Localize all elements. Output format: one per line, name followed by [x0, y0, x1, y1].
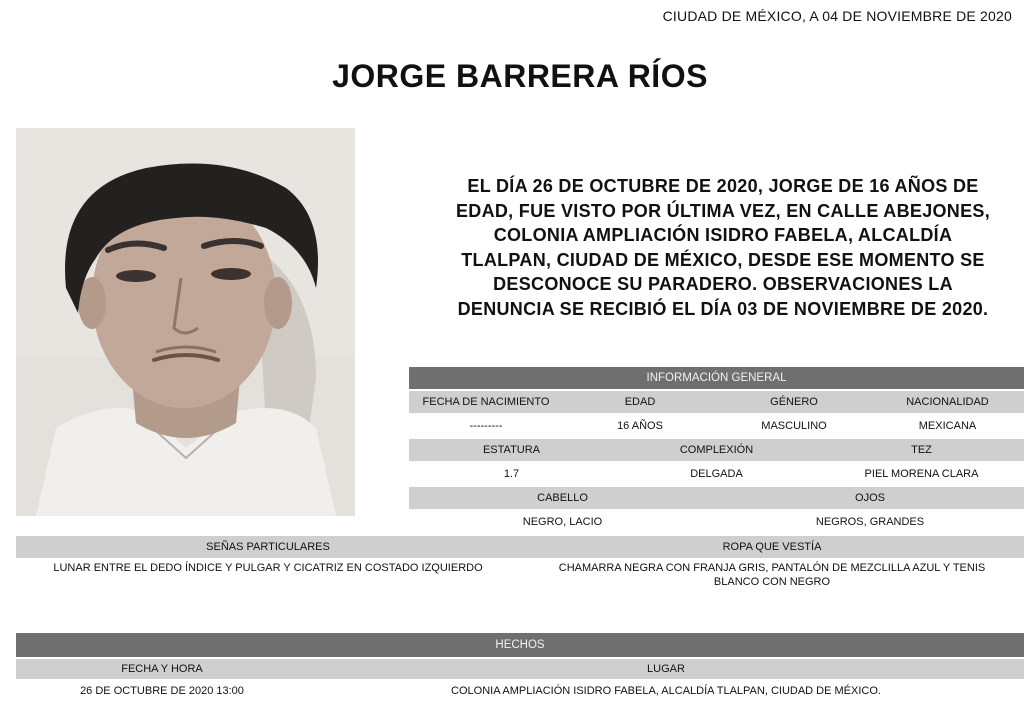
description-line: EDAD, FUE VISTO POR ÚLTIMA VEZ, EN CALLE ABEJONES, — [455, 200, 991, 221]
info-row1-values — [409, 415, 1024, 437]
person-photo — [16, 128, 355, 516]
value-cabello: NEGRO, LACIO — [522, 516, 603, 528]
info-row1-labels — [409, 391, 1024, 413]
info-general-title: INFORMACIÓN GENERAL — [646, 372, 787, 384]
value-tez: PIEL MORENA CLARA — [864, 468, 979, 480]
description-line: COLONIA AMPLIACIÓN ISIDRO FABELA, ALCALDÍA — [493, 225, 953, 246]
label-tez: TEZ — [911, 444, 932, 456]
label-fecha-hora: FECHA Y HORA — [121, 663, 203, 675]
label-complexion: COMPLEXIÓN — [679, 444, 754, 456]
value-ropa-line-1: CHAMARRA NEGRA CON FRANJA GRIS, PANTALÓN DE MEZCLILLA AZUL Y TENIS — [558, 562, 986, 574]
value-lugar: COLONIA AMPLIACIÓN ISIDRO FABELA, ALCALDÍA TLALPAN, CIUDAD DE MÉXICO. — [451, 685, 881, 697]
value-complexion: DELGADA — [690, 468, 743, 480]
description-line: DENUNCIA SE RECIBIÓ EL DÍA 03 DE NOVIEMBRE DE 2020. — [457, 298, 989, 319]
value-fecha-hora: 26 DE OCTUBRE DE 2020 13:00 — [80, 685, 244, 697]
label-lugar: LUGAR — [647, 663, 685, 675]
label-cabello: CABELLO — [537, 492, 588, 504]
value-senas-particulares: LUNAR ENTRE EL DEDO ÍNDICE Y PULGAR Y CICATRIZ EN COSTADO IZQUIERDO — [53, 562, 483, 574]
value-ropa-line-2: BLANCO CON NEGRO — [713, 576, 831, 588]
label-estatura: ESTATURA — [482, 444, 541, 456]
label-fecha-nacimiento: FECHA DE NACIMIENTO — [422, 396, 550, 408]
info-row3-values — [409, 511, 1024, 533]
info-row2-labels — [409, 439, 1024, 461]
label-ojos: OJOS — [855, 492, 885, 504]
label-genero: GÉNERO — [770, 396, 818, 408]
value-edad: 16 AÑOS — [617, 420, 663, 432]
value-fecha-nacimiento: --------- — [469, 420, 503, 432]
label-senas-particulares: SEÑAS PARTICULARES — [206, 541, 330, 553]
info-general-header — [409, 367, 1024, 389]
value-ojos: NEGROS, GRANDES — [815, 516, 925, 528]
hechos-labels-row — [16, 659, 1024, 679]
value-genero: MASCULINO — [761, 420, 827, 432]
hechos-title: HECHOS — [495, 639, 545, 651]
value-nacionalidad: MEXICANA — [918, 420, 977, 432]
portrait-image — [16, 128, 355, 516]
features-labels-row — [16, 536, 1024, 558]
info-row3-labels — [409, 487, 1024, 509]
description-line: EL DÍA 26 DE OCTUBRE DE 2020, JORGE DE 16 AÑOS DE — [467, 176, 979, 196]
hechos-header — [16, 633, 1024, 657]
value-estatura: 1.7 — [503, 468, 520, 480]
person-name: JORGE BARRERA RÍOS — [332, 58, 708, 94]
label-ropa-que-vestia: ROPA QUE VESTÍA — [722, 541, 822, 553]
description-line: TLALPAN, CIUDAD DE MÉXICO, DESDE ESE MOMENTO SE — [461, 249, 985, 270]
case-description — [418, 174, 1024, 322]
info-row2-values — [409, 463, 1024, 485]
description-line: DESCONOCE SU PARADERO. OBSERVACIONES LA — [493, 274, 953, 295]
label-edad: EDAD — [624, 396, 656, 408]
label-nacionalidad: NACIONALIDAD — [906, 396, 989, 408]
document-date: CIUDAD DE MÉXICO, A 04 DE NOVIEMBRE DE 2020 — [662, 8, 1012, 24]
